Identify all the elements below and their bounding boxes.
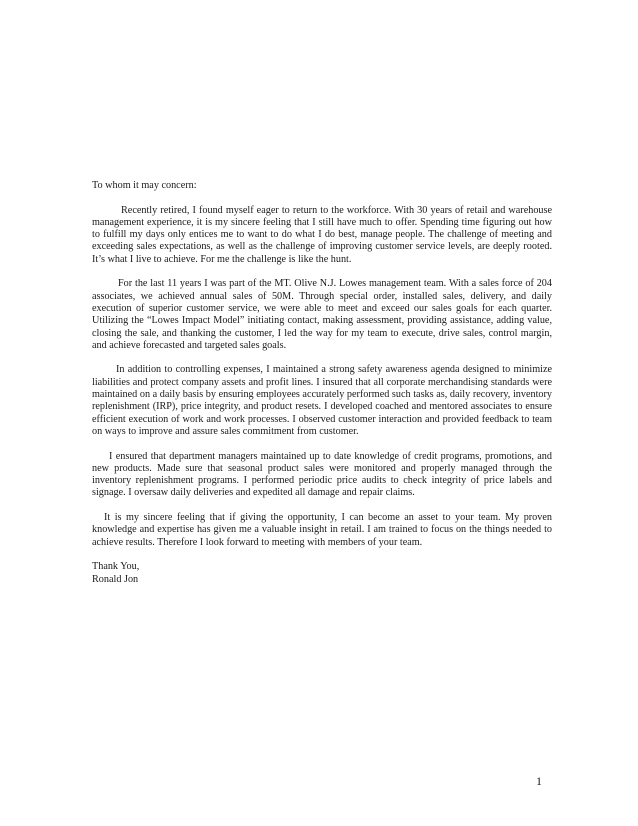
closing: Thank You, xyxy=(92,561,140,573)
paragraph-lowes-experience: For the last 11 years I was part of the MT. Olive N.J. Lowes management team. With a sales force of 204 associates, we achieved annual sales of 50M. Through special order, installed sales, delivery, and daily execution of superior customer service, we were able to meet and exceed our sales goals for each quarter. Utilizing the “Lowes Impact Model” initiating contact, making assessment, providing assistance, adding value, closing the sale, and thanking the customer, I led the way for my team to execute, drive sales, control margin, and achieve forecasted and targeted sales goals. xyxy=(92,278,552,351)
signature-name: Ronald Jon xyxy=(92,573,139,585)
salutation: To whom it may concern: xyxy=(92,180,197,191)
page-number: 1 xyxy=(536,774,542,788)
paragraph-closing-statement: It is my sincere feeling that if giving the opportunity, I can become an asset to your team. My proven knowledge and expertise has given me a valuable insight in retail. I am trained to focus on the things needed to achieve results. Therefore I look forward to meeting with members of your team. xyxy=(92,512,552,548)
paragraph-retirement: Recently retired, I found myself eager to return to the workforce. With 30 years of retail and warehouse management experience, it is my sincere feeling that I still have much to offer. Spending time figuring out how to fulfill my days only entices me to want to do what I do best, manage people. The challenge of meeting and exceeding sales expectations, as well as the challenge of improving customer service levels, are deeply rooted. It’s what I live to achieve. For me the challenge is like the hunt. xyxy=(92,204,552,265)
paragraph-expenses-safety: In addition to controlling expenses, I maintained a strong safety awareness agenda designed to minimize liabilities and protect company assets and profit lines. I insured that all corporate merchandising standards were maintained on a daily basis by ensuring employees accurately performed such tasks as, daily recovery, inventory replenishment (IRP), price integrity, and product resets. I developed coached and mentored associates to ensure efficient execution of work and work processes. I observed customer interaction and provided feedback to team on ways to improve and assure sales commitment from customer. xyxy=(92,364,552,437)
paragraph-department-managers: I ensured that department managers maintained up to date knowledge of credit programs, promotions, and new products. Made sure that seasonal product sales were monitored and properly managed through the inventory replenishment programs. I performed periodic price audits to check integrity of price labels and signage. I oversaw daily deliveries and expedited all damage and repair claims. xyxy=(92,450,552,499)
letter-body xyxy=(92,180,552,586)
